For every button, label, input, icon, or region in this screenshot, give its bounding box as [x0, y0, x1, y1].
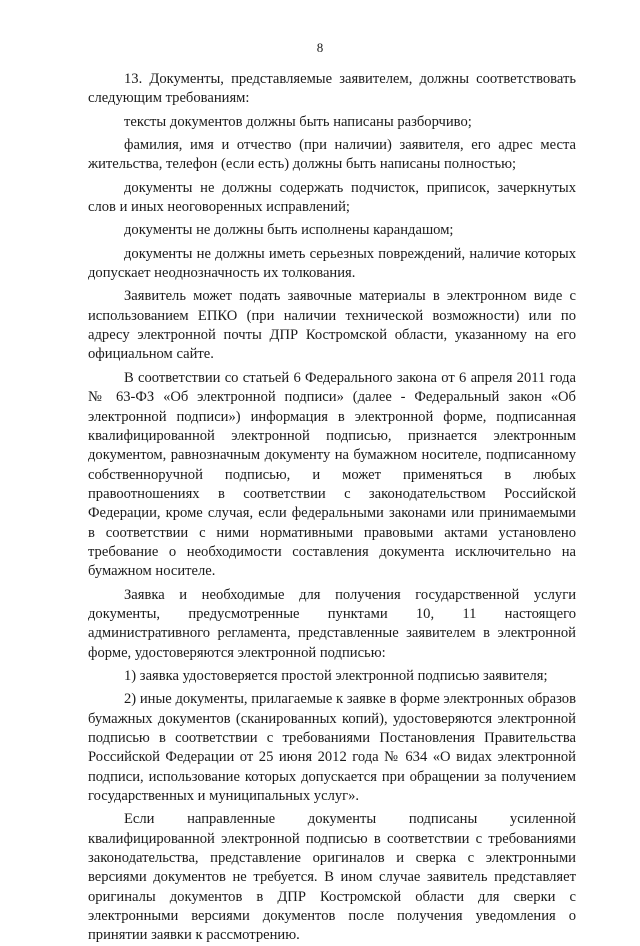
- paragraph-legible-text: тексты документов должны быть написаны разборчиво;: [124, 113, 472, 130]
- paragraph-full-name-address: фамилия, имя и отчество (при наличии) заявителя, его адрес места жительства, телефон (если есть) должны быть написаны полностью;: [88, 137, 576, 173]
- paragraph-originals-verification: Если направленные документы подписаны усиленной квалифицированной электронной подписью в соответствии с требованиями законодательства, представление оригиналов и сверка с электронными версиями документов не требуется. В ином случае заявитель представляет оригиналы документов в ДПР Костромской области для сверки с электронными версиями документов после получения уведомления о принятии заявки к рассмотрению.: [88, 811, 576, 944]
- document-body: [88, 70, 576, 946]
- paragraph-application-signature: Заявка и необходимые для получения государственной услуги документы, предусмотренные пунктами 10, 11 настоящего административного регламента, представленные заявителем в электронной форме, удостоверяются электронной подписью:: [88, 586, 576, 661]
- list-item-simple-signature: 1) заявка удостоверяется простой электронной подписью заявителя;: [124, 667, 548, 684]
- paragraph-no-pencil: документы не должны быть исполнены карандашом;: [124, 222, 454, 239]
- page-number: 8: [316, 40, 324, 55]
- paragraph-electronic-submission: Заявитель может подать заявочные материалы в электронном виде с использованием ЕПКО (при наличии технической возможности) или по адресу электронной почты ДПР Костромской области, указанному на его официальном сайте.: [88, 288, 576, 363]
- paragraph-no-corrections: документы не должны содержать подчисток, приписок, зачеркнутых слов и иных неоговоренных исправлений;: [88, 179, 576, 216]
- paragraph-electronic-signature-law: В соответствии со статьей 6 Федерального закона от 6 апреля 2011 года № 63-ФЗ «Об электронной подписи» (далее - Федеральный закон «Об электронной подписи») информация в электронной форме, подписанная квалифицированной электронной подписью, признается электронным документом, равнозначным документу на бумажном носителе, подписанному собственноручной подписью, и может применяться в любых правоотношениях в соответствии с законодательством Российской Федерации, кроме случая, если федеральными законами или принимаемыми в соответствии с ними нормативными правовыми актами установлено требование о необходимости составления документа исключительно на бумажном носителе.: [88, 369, 576, 580]
- list-item-qualified-signature: 2) иные документы, прилагаемые к заявке в форме электронных образов бумажных документов (сканированных копий), удостоверяются электронной подписью в соответствии с требованиями Постановления Правительства Российской Федерации от 25 июня 2012 года № 634 «О видах электронной подписи, использование которых допускается при обращении за получением государственных и муниципальных услуг».: [88, 691, 576, 805]
- paragraph-requirements-intro: 13. Документы, представляемые заявителем, должны соответствовать следующим требованиям:: [88, 71, 576, 107]
- paragraph-no-damage: документы не должны иметь серьезных повреждений, наличие которых допускает неоднозначность их толкования.: [88, 245, 576, 282]
